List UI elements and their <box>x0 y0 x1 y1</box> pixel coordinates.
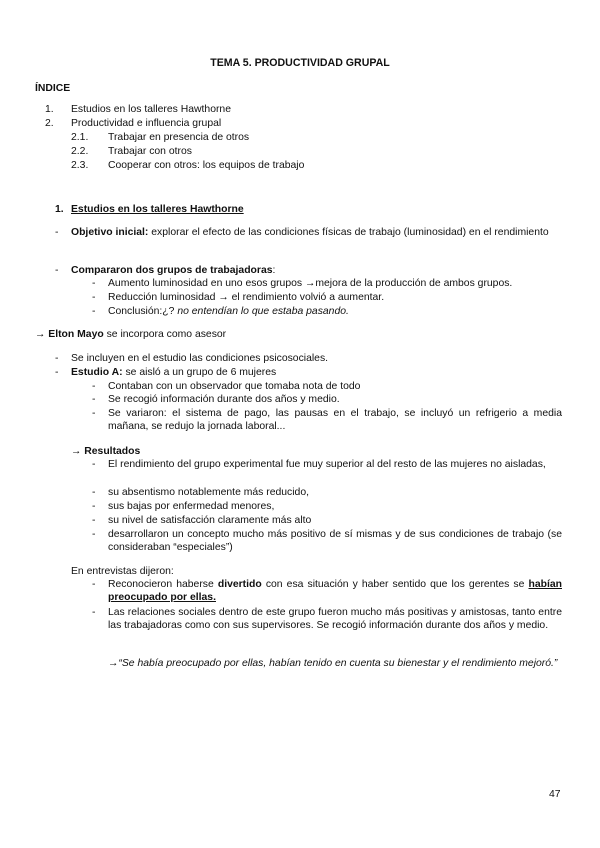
index-heading: ÍNDICE <box>35 83 71 94</box>
objective-paragraph <box>71 226 562 239</box>
dash-bullet: - <box>92 394 96 405</box>
index-subitem: Trabajar en presencia de otros <box>108 132 250 143</box>
conclusion-line <box>108 305 349 318</box>
index-item-num: 1. <box>45 104 54 115</box>
dash-bullet: - <box>92 292 96 303</box>
index-subitem-num: 2.1. <box>71 132 89 143</box>
studyA-line <box>71 366 276 379</box>
results-item: desarrollaron un concepto mucho más positivo de sí mismas y de sus condiciones de trabajo (se consideraban “especiales”) <box>108 529 562 553</box>
section-heading: Estudios en los talleres Hawthorne <box>71 204 244 215</box>
page-title: TEMA 5. PRODUCTIVIDAD GRUPAL <box>210 57 390 69</box>
section-number: 1. <box>55 204 64 215</box>
mayo-text: se incorpora como asesor <box>106 329 227 340</box>
compared-label: Compararon dos grupos de trabajadoras <box>71 265 273 276</box>
dash-bullet: - <box>92 278 96 289</box>
compared-line <box>71 264 275 277</box>
interview-text: con esa situación y haber sentido que los gerentes se <box>265 579 525 590</box>
arrow-icon: → <box>108 658 119 669</box>
dash-bullet: - <box>92 529 96 540</box>
index-subitem-num: 2.3. <box>71 160 89 171</box>
index-item-num: 2. <box>45 118 54 129</box>
objective-text: explorar el efecto de las condiciones físicas de trabajo (luminosidad) en el rendimiento <box>151 227 549 238</box>
results-item: El rendimiento del grupo experimental fue muy superior al del resto de las mujeres no aisladas, <box>108 459 546 470</box>
studyA-item: Contaban con un observador que tomaba nota de todo <box>108 381 361 392</box>
dash-bullet: - <box>92 306 96 317</box>
dash-bullet: - <box>55 227 59 238</box>
dash-bullet: - <box>92 408 96 419</box>
results-item: sus bajas por enfermedad menores, <box>108 501 275 512</box>
interview-emphasis: habían preocupado por ellas. <box>108 579 562 603</box>
studyA-text: se aisló a un grupo de 6 mujeres <box>125 367 277 378</box>
studyA-label: Estudio A: <box>71 367 123 378</box>
compared-colon: : <box>272 265 276 276</box>
objective-label: Objetivo inicial: <box>71 227 149 238</box>
interviews-intro: En entrevistas dijeron: <box>71 566 174 577</box>
interview-emphasis: divertido <box>217 579 262 590</box>
dash-bullet: - <box>55 353 59 364</box>
index-subitem: Trabajar con otros <box>108 146 192 157</box>
results-heading: → Resultados <box>71 446 141 457</box>
conclusion-text: no entendían lo que estaba pasando. <box>177 306 349 317</box>
mayo-name: Elton Mayo <box>48 329 104 340</box>
results-item: su absentismo notablemente más reducido, <box>108 487 309 498</box>
index-subitem: Cooperar con otros: los equipos de trabajo <box>108 160 305 171</box>
dash-bullet: - <box>92 579 96 590</box>
studyA-item: Se variaron: el sistema de pago, las pausas en el trabajo, se incluyó un refrigerio a media mañana, se redujo la jornada laboral... <box>108 408 562 432</box>
interview-item: Las relaciones sociales dentro de este grupo fueron mucho más positivas y amistosas, tanto entre las trabajadoras como con sus supervisores. Se recogió información durante dos años y medio. <box>108 607 562 631</box>
dash-bullet: - <box>92 607 96 618</box>
dash-bullet: - <box>92 487 96 498</box>
dash-bullet: - <box>55 265 59 276</box>
quote-text: “Se había preocupado por ellas, habían tenido en cuenta su bienestar y el rendimiento mejoró.” <box>118 658 558 669</box>
page-number: 47 <box>549 789 561 800</box>
dash-bullet: - <box>92 501 96 512</box>
index-item: Productividad e influencia grupal <box>71 118 222 129</box>
arrow-icon: → <box>35 329 46 340</box>
dash-bullet: - <box>92 381 96 392</box>
compared-item: Reducción luminosidad → el rendimiento volvió a aumentar. <box>108 292 385 303</box>
dash-bullet: - <box>92 459 96 470</box>
dash-bullet: - <box>92 515 96 526</box>
studyA-item: Se recogió información durante dos años y medio. <box>108 394 340 405</box>
interview-text: Reconocieron haberse <box>108 579 214 590</box>
compared-item: Aumento luminosidad en uno esos grupos →mejora de la producción de ambos grupos. <box>108 278 513 289</box>
mayo-line <box>35 328 226 341</box>
study-item: Se incluyen en el estudio las condiciones psicosociales. <box>71 353 329 364</box>
conclusion-label: Conclusión:¿? <box>108 306 175 317</box>
index-subitem-num: 2.2. <box>71 146 89 157</box>
dash-bullet: - <box>55 367 59 378</box>
index-item: Estudios en los talleres Hawthorne <box>71 104 231 115</box>
quote <box>108 657 562 670</box>
interview-item <box>108 578 562 604</box>
results-item: su nivel de satisfacción claramente más alto <box>108 515 312 526</box>
